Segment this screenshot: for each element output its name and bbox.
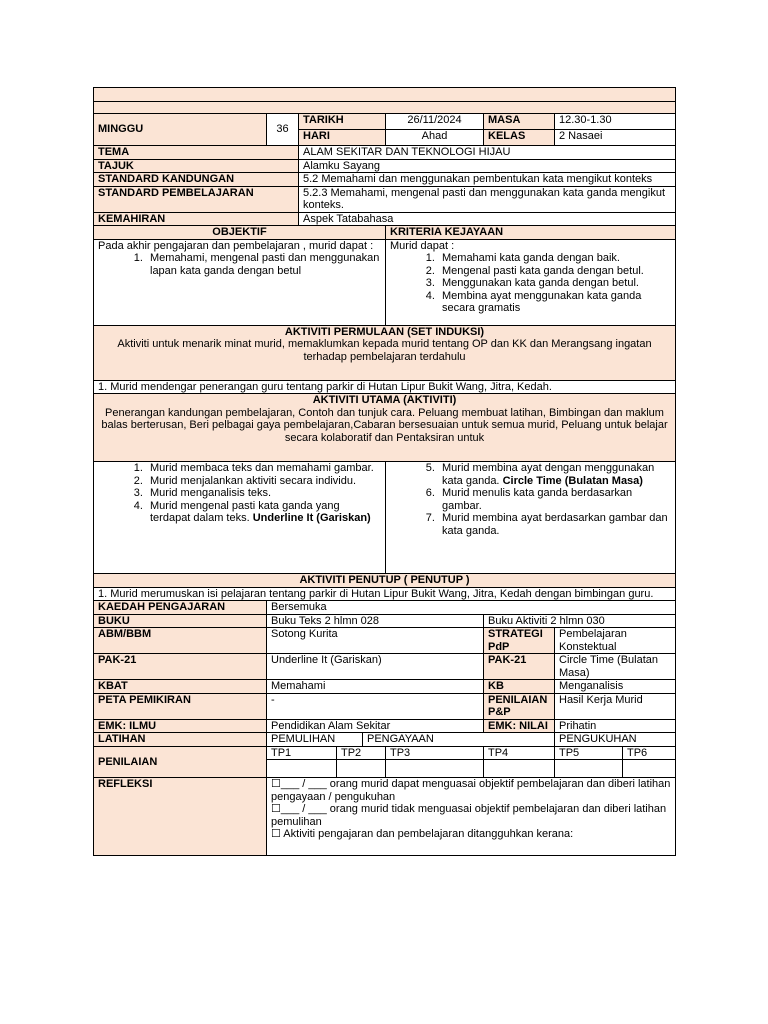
tarikh-label: TARIKH (299, 114, 386, 130)
permulaan-header: AKTIVITI PERMULAAN (SET INDUKSI) (284, 325, 485, 338)
kaedah-value: Bersemuka (267, 601, 676, 615)
objektif-item: 1. Memahami, mengenal pasti dan menggunakan lapan kata ganda dengan betul (146, 252, 381, 277)
utama-item-text: Murid membina ayat dengan menggunakan kata ganda. (442, 462, 655, 487)
pak21-label: PAK-21 (94, 654, 267, 680)
utama-item-text: Murid mengenal pasti kata ganda yang terdapat dalam teks. (150, 499, 340, 524)
tp-cell: TP1 (267, 746, 337, 760)
kelas-value: 2 Nasaei (555, 130, 676, 146)
strategi-label: STRATEGI PdP (484, 628, 555, 654)
objektif-header: OBJEKTIF (94, 226, 386, 240)
refleksi-label: REFLEKSI (94, 778, 267, 856)
kriteria-item: 2. Mengenal pasti kata ganda dengan betul. (438, 265, 671, 278)
kriteria-item: 4. Membina ayat menggunakan kata ganda secara gramatis (438, 290, 671, 315)
utama-item (438, 462, 671, 487)
tajuk-value: Alamku Sayang (299, 159, 676, 173)
strategi-value: Pembelajaran Konstektual (555, 628, 676, 654)
emk-row (94, 719, 676, 733)
refleksi-checkbox-line[interactable]: ☐ Aktiviti pengajaran dan pembelajaran ditangguhkan kerana: (271, 828, 574, 840)
penutup-header-row (94, 574, 676, 588)
tp-cell: TP4 (484, 746, 555, 760)
utama-item-pak21: Circle Time (Bulatan Masa) (502, 474, 643, 487)
permulaan-activity-row (94, 380, 676, 394)
minggu-label: MINGGU (94, 114, 267, 146)
hari-label: HARI (299, 130, 386, 146)
kemahiran-value: Aspek Tatabahasa (299, 212, 676, 226)
objektif-content-row (94, 239, 676, 325)
pak21-row (94, 654, 676, 680)
header-row-1 (94, 114, 676, 130)
latihan-pengayaan: PENGAYAAN (363, 733, 555, 747)
buku-aktiviti: Buku Aktiviti 2 hlmn 030 (484, 614, 676, 628)
tema-label: TEMA (94, 146, 299, 160)
emk-nilai-label: EMK: NILAI (484, 719, 555, 733)
pak21b-value: Circle Time (Bulatan Masa) (555, 654, 676, 680)
permulaan-header-row (94, 325, 676, 380)
utama-content-row (94, 462, 676, 574)
tajuk-label: TAJUK (94, 159, 299, 173)
sk-label: STANDARD KANDUNGAN (94, 173, 299, 187)
objektif-list (98, 252, 381, 277)
utama-left-list (98, 462, 381, 525)
kbat-row (94, 680, 676, 694)
permulaan-description: Aktiviti untuk menarik minat murid, memaklumkan kepada murid tentang OP dan KK dan Merangsang ingatan terhadap pembelajaran terdahulu (117, 338, 652, 363)
abm-value: Sotong Kurita (267, 628, 484, 654)
hari-value: Ahad (386, 130, 484, 146)
tp-cell: TP5 (555, 746, 623, 760)
utama-item: 3. Murid menganalisis teks. (146, 487, 381, 500)
penilaian-tp-row (94, 746, 676, 760)
buku-teks: Buku Teks 2 hlmn 028 (267, 614, 484, 628)
pak21b-label: PAK-21 (484, 654, 555, 680)
kriteria-list (390, 252, 671, 315)
kriteria-item: 3. Menggunakan kata ganda dengan betul. (438, 277, 671, 290)
peta-row (94, 693, 676, 719)
refleksi-content (267, 778, 676, 856)
tajuk-row (94, 159, 676, 173)
tema-value: ALAM SEKITAR DAN TEKNOLOGI HIJAU (299, 146, 676, 160)
sp-value: 5.2.3 Memahami, mengenal pasti dan menggunakan kata ganda mengikut konteks. (299, 186, 676, 212)
sk-value: 5.2 Memahami dan menggunakan pembentukan kata mengikut konteks (299, 173, 676, 187)
blank-cell (94, 102, 676, 114)
emk-ilmu-value: Pendidikan Alam Sekitar (267, 719, 484, 733)
utama-description: Penerangan kandungan pembelajaran, Contoh dan tunjuk cara. Peluang membuat latihan, Bimbingan dan maklum balas berterusan, Beri pelbagai gaya pembelajaran,Cabaran bersesuaian untuk semua murid, Peluang untuk belajar secara kolaboratif dan Pentaksiran untuk (101, 406, 668, 444)
sk-row (94, 173, 676, 187)
peta-value: - (267, 693, 484, 719)
masa-value: 12.30-1.30 (555, 114, 676, 130)
kemahiran-label: KEMAHIRAN (94, 212, 299, 226)
utama-left-cell (94, 462, 386, 574)
objektif-intro: Pada akhir pengajaran dan pembelajaran , murid dapat : (98, 239, 374, 252)
refleksi-row (94, 778, 676, 856)
utama-item: 7. Murid membina ayat berdasarkan gambar dan kata ganda. (438, 512, 671, 537)
kb-label: KB (484, 680, 555, 694)
objektif-header-row (94, 226, 676, 240)
kbat-label: KBAT (94, 680, 267, 694)
kbat-value: Memahami (267, 680, 484, 694)
tarikh-value: 26/11/2024 (386, 114, 484, 130)
kriteria-cell (386, 239, 676, 325)
blank-row (94, 88, 676, 102)
utama-item: 1. Murid membaca teks dan memahami gambar. (146, 462, 381, 475)
tp-cell: TP6 (623, 746, 676, 760)
tema-row (94, 146, 676, 160)
lesson-plan-table (93, 87, 676, 856)
latihan-row (94, 733, 676, 747)
kriteria-intro: Murid dapat : (390, 239, 455, 252)
penutup-header: AKTIVITI PENUTUP ( PENUTUP ) (94, 574, 676, 588)
abm-label: ABM/BBM (94, 628, 267, 654)
tp-blank-cell[interactable] (386, 760, 484, 778)
buku-label: BUKU (94, 614, 267, 628)
buku-row (94, 614, 676, 628)
tp-blank-cell[interactable] (267, 760, 337, 778)
utama-item: 6. Murid menulis kata ganda berdasarkan gambar. (438, 487, 671, 512)
kemahiran-row (94, 212, 676, 226)
utama-cell (94, 394, 676, 462)
tp-blank-cell[interactable] (484, 760, 555, 778)
blank-cell (94, 88, 676, 102)
kriteria-item: 1. Memahami kata ganda dengan baik. (438, 252, 671, 265)
refleksi-checkbox-line[interactable]: ☐___ / ___ orang murid tidak menguasai objektif pembelajaran dan diberi latihan pemulihan (271, 803, 667, 828)
refleksi-checkbox-line[interactable]: ☐___ / ___ orang murid dapat menguasai objektif pembelajaran dan diberi latihan pengayaan / pengukuhan (271, 778, 671, 803)
tp-blank-cell[interactable] (555, 760, 623, 778)
minggu-value: 36 (267, 114, 299, 146)
utama-right-cell (386, 462, 676, 574)
sp-label: STANDARD PEMBELAJARAN (94, 186, 299, 212)
masa-label: MASA (484, 114, 555, 130)
utama-right-list (390, 462, 671, 537)
utama-header-row (94, 394, 676, 462)
penilaian-label: PENILAIAN (94, 746, 267, 778)
latihan-pengukuhan: PENGUKUHAN (555, 733, 676, 747)
utama-item: 2. Murid menjalankan aktiviti secara individu. (146, 475, 381, 488)
kriteria-header: KRITERIA KEJAYAAN (386, 226, 676, 240)
kaedah-label: KAEDAH PENGAJARAN (94, 601, 267, 615)
tp-blank-cell[interactable] (337, 760, 386, 778)
permulaan-cell (94, 325, 676, 380)
latihan-label: LATIHAN (94, 733, 267, 747)
sp-row (94, 186, 676, 212)
utama-item-pak21: Underline It (Gariskan) (252, 512, 371, 524)
peta-label: PETA PEMIKIRAN (94, 693, 267, 719)
blank-row (94, 102, 676, 114)
penilaian-pp-label: PENILAIAN P&P (484, 693, 555, 719)
penilaian-pp-value: Hasil Kerja Murid (555, 693, 676, 719)
penutup-activity: 1. Murid merumuskan isi pelajaran tentang parkir di Hutan Lipur Bukit Wang, Jitra, Kedah dengan bimbingan guru. (94, 587, 676, 601)
permulaan-activity: 1. Murid mendengar penerangan guru tentang parkir di Hutan Lipur Bukit Wang, Jitra, Kedah. (94, 380, 676, 394)
abm-row (94, 628, 676, 654)
utama-header: AKTIVITI UTAMA (AKTIVITI) (312, 394, 457, 406)
tp-blank-cell[interactable] (623, 760, 676, 778)
pak21-value: Underline It (Gariskan) (267, 654, 484, 680)
emk-ilmu-label: EMK: ILMU (94, 719, 267, 733)
objektif-cell (94, 239, 386, 325)
tp-cell: TP2 (337, 746, 386, 760)
emk-nilai-value: Prihatin (555, 719, 676, 733)
kelas-label: KELAS (484, 130, 555, 146)
penutup-activity-row (94, 587, 676, 601)
utama-item (146, 500, 381, 525)
latihan-pemulihan: PEMULIHAN (267, 733, 363, 747)
kaedah-row (94, 601, 676, 615)
kb-value: Menganalisis (555, 680, 676, 694)
tp-cell: TP3 (386, 746, 484, 760)
